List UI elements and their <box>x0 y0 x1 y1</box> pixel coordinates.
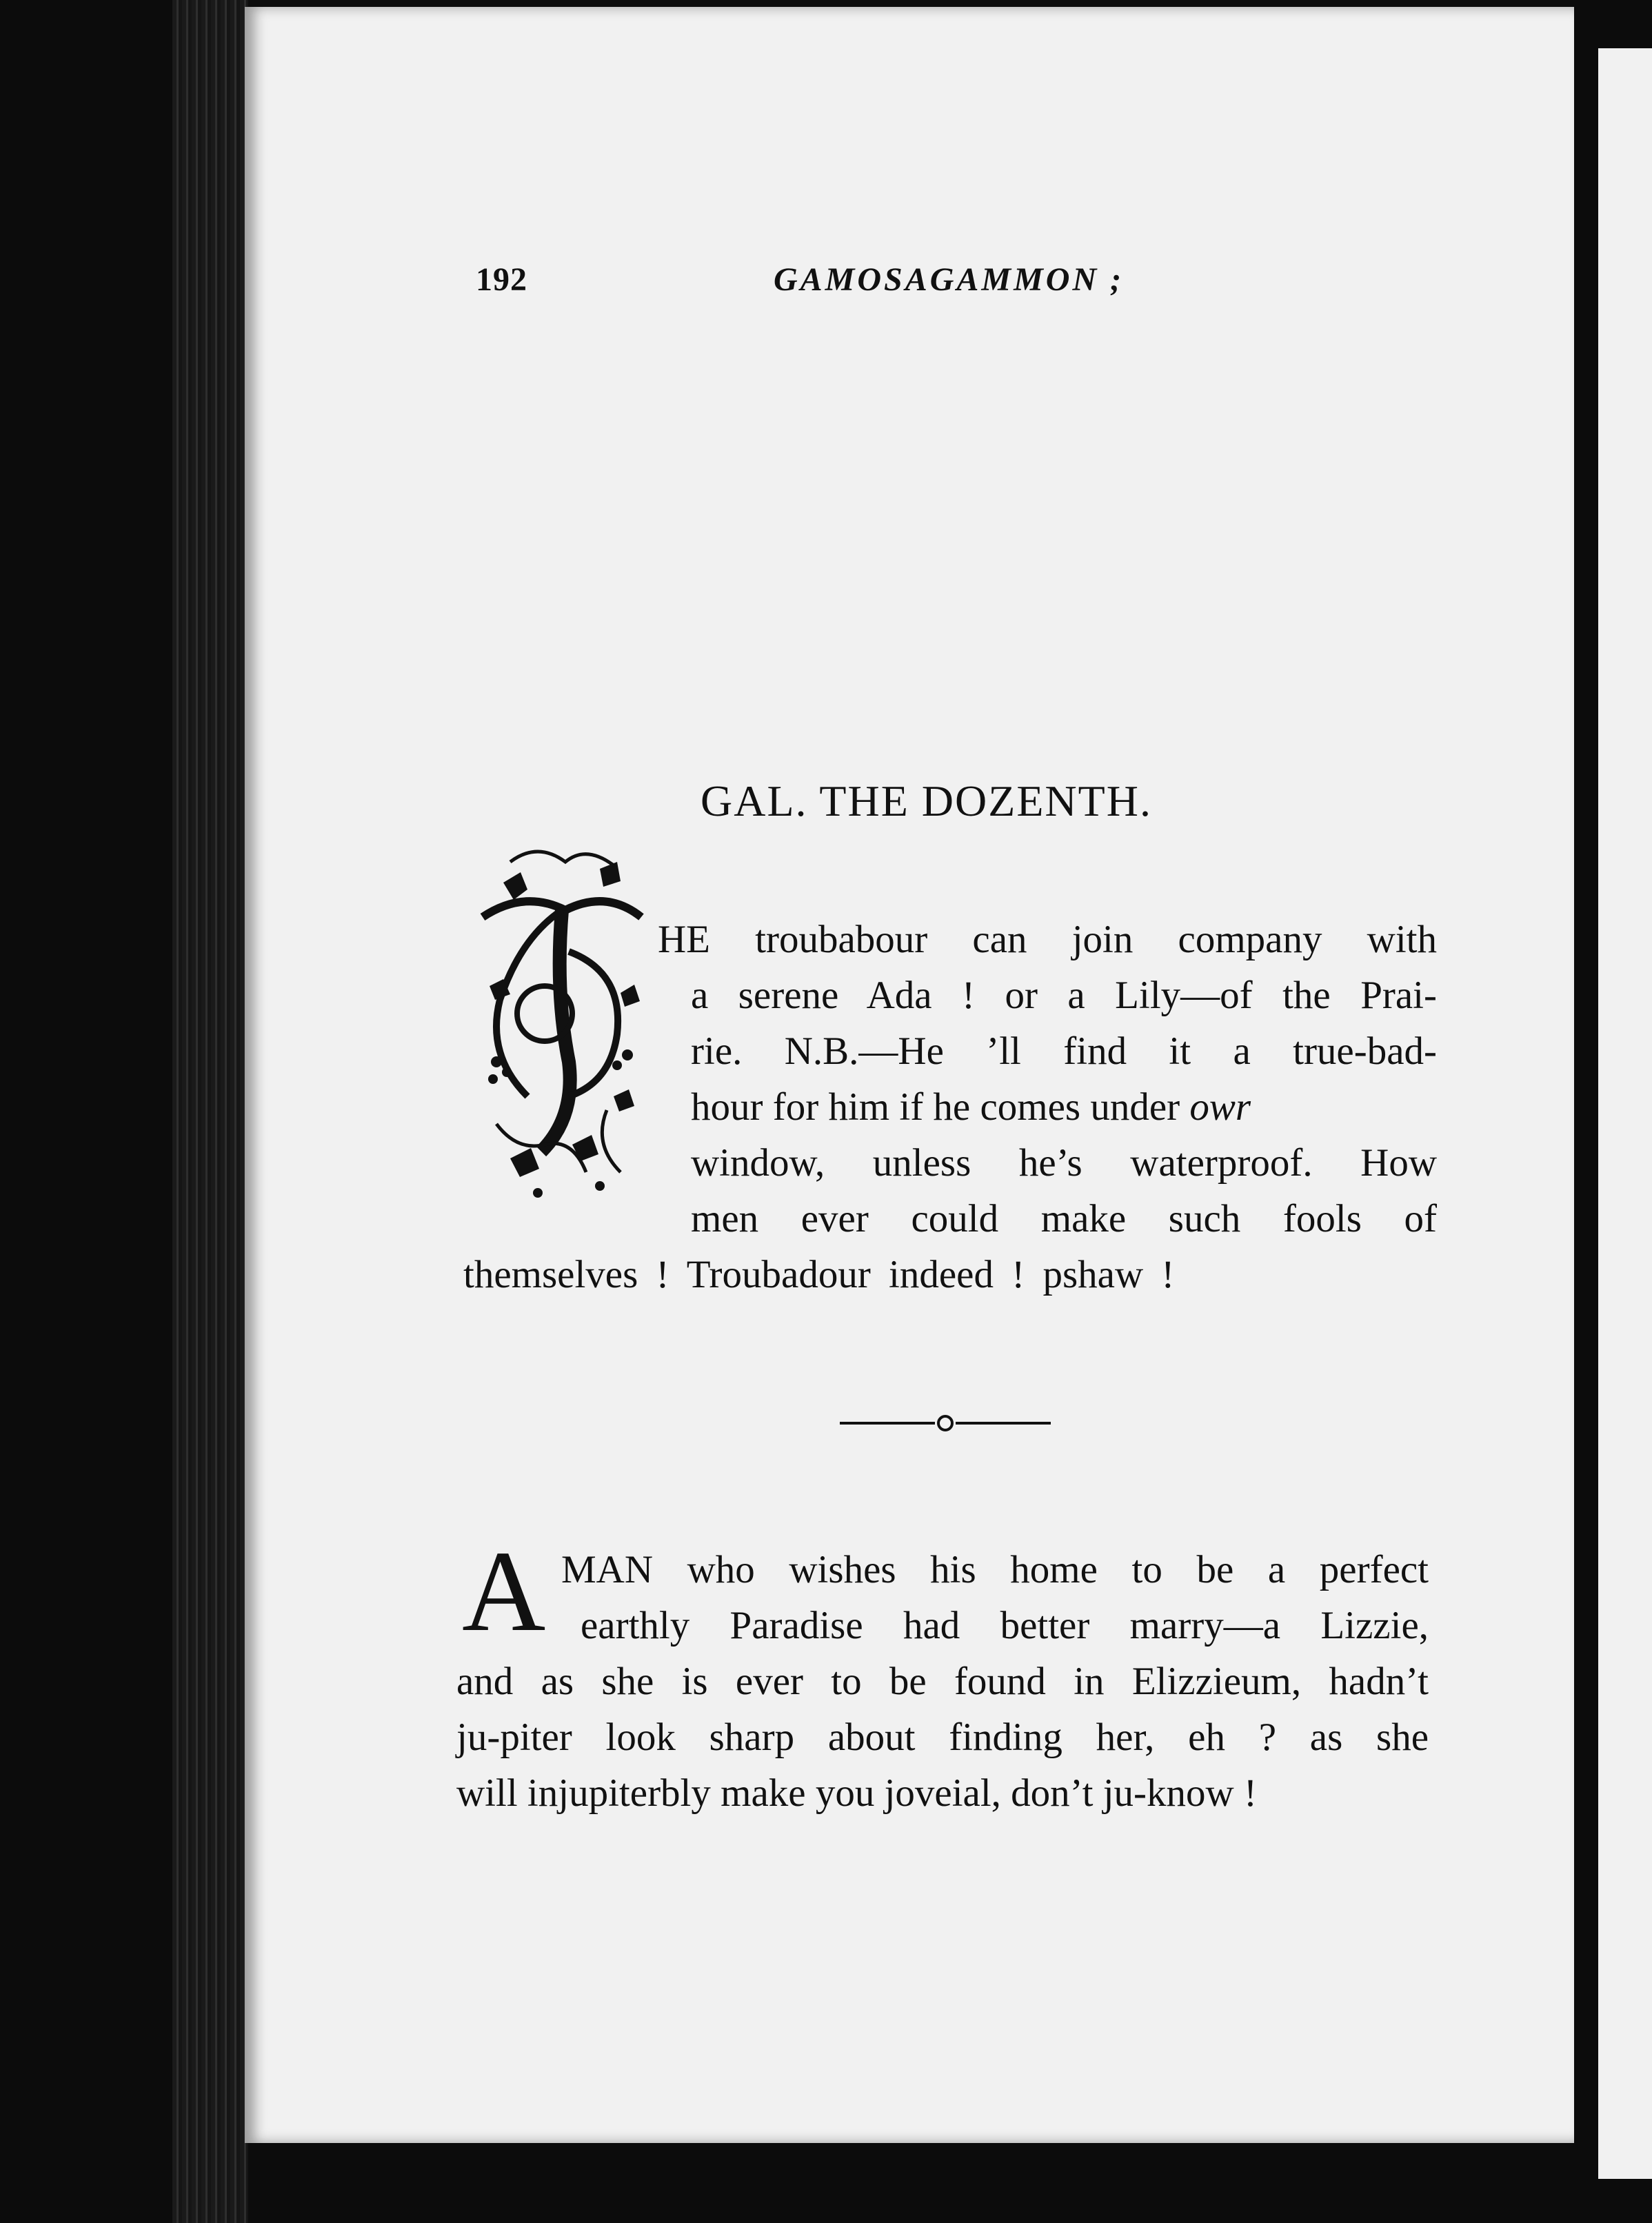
paragraph1-line-7: themselves ! Troubadour indeed ! pshaw ! <box>463 1253 1175 1296</box>
paragraph2-line-3: and as she is ever to be found in Elizzieum, hadn’t <box>456 1660 1429 1703</box>
paragraph1-line-4-text: hour for him if he comes under <box>691 1085 1190 1129</box>
paragraph1-line-4 <box>691 1079 1437 1135</box>
facing-page-edge <box>1598 48 1652 2179</box>
paragraph1-line-1: HE troubabour can join company with <box>658 918 1437 961</box>
italic-word: owr <box>1189 1085 1251 1129</box>
paragraph1-line-5: window, unless he’s waterproof. How <box>691 1141 1437 1185</box>
section-title: GAL. THE DOZENTH. <box>701 776 1152 825</box>
running-head <box>476 261 1165 309</box>
paragraph1-line-3: rie. N.B.—He ’ll find it a true-bad- <box>691 1029 1437 1073</box>
paragraph2-line-5: will injupiterbly make you joveial, don’t ju-know ! <box>456 1771 1257 1815</box>
paragraph-2 <box>456 1542 1429 1821</box>
paragraph-1 <box>463 912 1437 1302</box>
paragraph1-line-2: a serene Ada ! or a Lily—of the Prai- <box>691 974 1437 1017</box>
paragraph2-line-1: MAN who wishes his home to be a perfect <box>561 1548 1429 1591</box>
paragraph2-dropcap: A <box>462 1527 546 1656</box>
running-head-title: GAMOSAGAMMON ; <box>774 261 1125 298</box>
paragraph2-line-4: ju-piter look sharp about finding her, eh ? as she <box>456 1716 1429 1759</box>
book-page-edges <box>172 0 248 2223</box>
page-number: 192 <box>476 261 527 298</box>
paragraph2-line-2: earthly Paradise had better marry—a Lizzie, <box>581 1604 1429 1647</box>
section-divider-icon <box>840 1409 1051 1437</box>
paragraph1-line-6: men ever could make such fools of <box>691 1197 1437 1240</box>
